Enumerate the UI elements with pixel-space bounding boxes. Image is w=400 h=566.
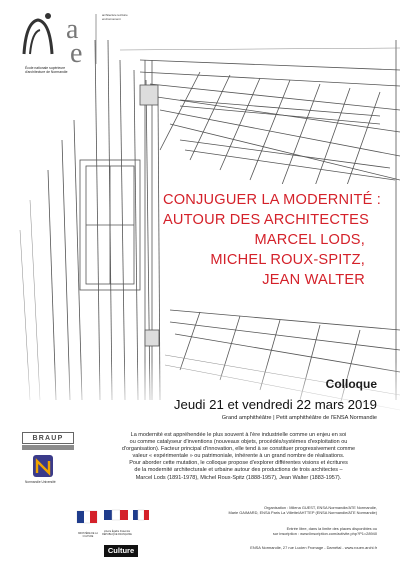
title-box xyxy=(163,184,382,309)
abstract-line: de la modernité architecturale et urbaine autour des productions de trois architectes – xyxy=(134,467,343,474)
culture-logo: Culture xyxy=(104,545,138,557)
braup-bar xyxy=(22,445,74,450)
braup-logo: BRAUP xyxy=(22,432,74,444)
title-line-5: JEAN WALTER xyxy=(262,272,365,288)
normandie-universite-logo-icon xyxy=(31,453,55,479)
ministere-culture-text: MINISTÈRE DE LA CULTURE xyxy=(78,533,98,538)
address: ENSA Normandie, 27 rue Lucien Fromage - Darnétal - www.rouen.archi.fr xyxy=(250,545,377,550)
event-dates: Jeudi 21 et vendredi 22 mars 2019 xyxy=(173,397,377,412)
organisation-line: Organisation : Milena GUEST, ENSA Normandie/ATE Normandie, xyxy=(263,505,377,510)
access-line: Entrée libre, dans la limite des places disponibles ou xyxy=(286,526,377,531)
ate-normandie-logo-icon xyxy=(62,10,102,66)
ate-logo-text: architecture territoire environnement xyxy=(102,13,128,21)
ministere-logo-icon xyxy=(103,509,129,529)
title-line-1: CONJUGUER LA MODERNITÉ : xyxy=(163,192,382,208)
svg-text:a: a xyxy=(66,14,79,45)
abstract-line: La modernité est appréhendée le plus souvent à l'ère industrielle comme un enjeu en soi xyxy=(130,432,347,438)
ensa-normandie-logo-icon xyxy=(18,10,58,66)
access-line: sur inscription : www.linscription.com/activite.php?P1=28940 xyxy=(272,531,377,536)
title-line-4: MICHEL ROUX-SPITZ, xyxy=(210,252,365,268)
event-venue: Grand amphithéâtre | Petit amphithéâtre de l'ENSA Normandie xyxy=(221,415,377,421)
svg-text:e: e xyxy=(70,38,83,66)
title-line-2: AUTOUR DES ARCHITECTES xyxy=(163,212,370,228)
abstract-line: d'organisation). Facteur principal d'innovation, elle tend à se constituer progressivement comme xyxy=(121,446,356,453)
ensa-logo-text: École nationale supérieure d'architecture de Normandie xyxy=(25,66,68,75)
access-info xyxy=(197,526,377,536)
flag-logo-icon xyxy=(132,509,150,529)
abstract xyxy=(100,432,377,482)
abstract-line: Pour aborder cette mutation, le colloque propose d'explorer différentes visions et écritures xyxy=(129,460,348,467)
republique-francaise-text: Liberté Égalité Fraternité RÉPUBLIQUE FRANÇAISE xyxy=(102,530,132,536)
organisation xyxy=(197,505,377,515)
organisation-line: Marie GAIMARD, ENSA Paris La Villette/AHTTEP (ENSA Normandie/ATE Normandie) xyxy=(228,510,377,515)
abstract-line: ou comme catalyseur d'inventions (nouveaux objets, procédés/systèmes d'exploitation ou xyxy=(129,439,348,446)
title-line-3: MARCEL LODS, xyxy=(254,232,365,248)
republique-francaise-logo-icon xyxy=(76,509,98,533)
event-type: Colloque xyxy=(325,377,377,391)
abstract-line: valeur « expérimentale » ou patrimoniale, inhérente à un grand nombre de réalisations. xyxy=(132,453,345,460)
abstract-line: Marcel Lods (1891-1978), Michel Roux-Spitz (1888-1957), Jean Walter (1883-1957). xyxy=(135,474,342,481)
normandie-universite-text: Normandie Université xyxy=(25,480,56,484)
